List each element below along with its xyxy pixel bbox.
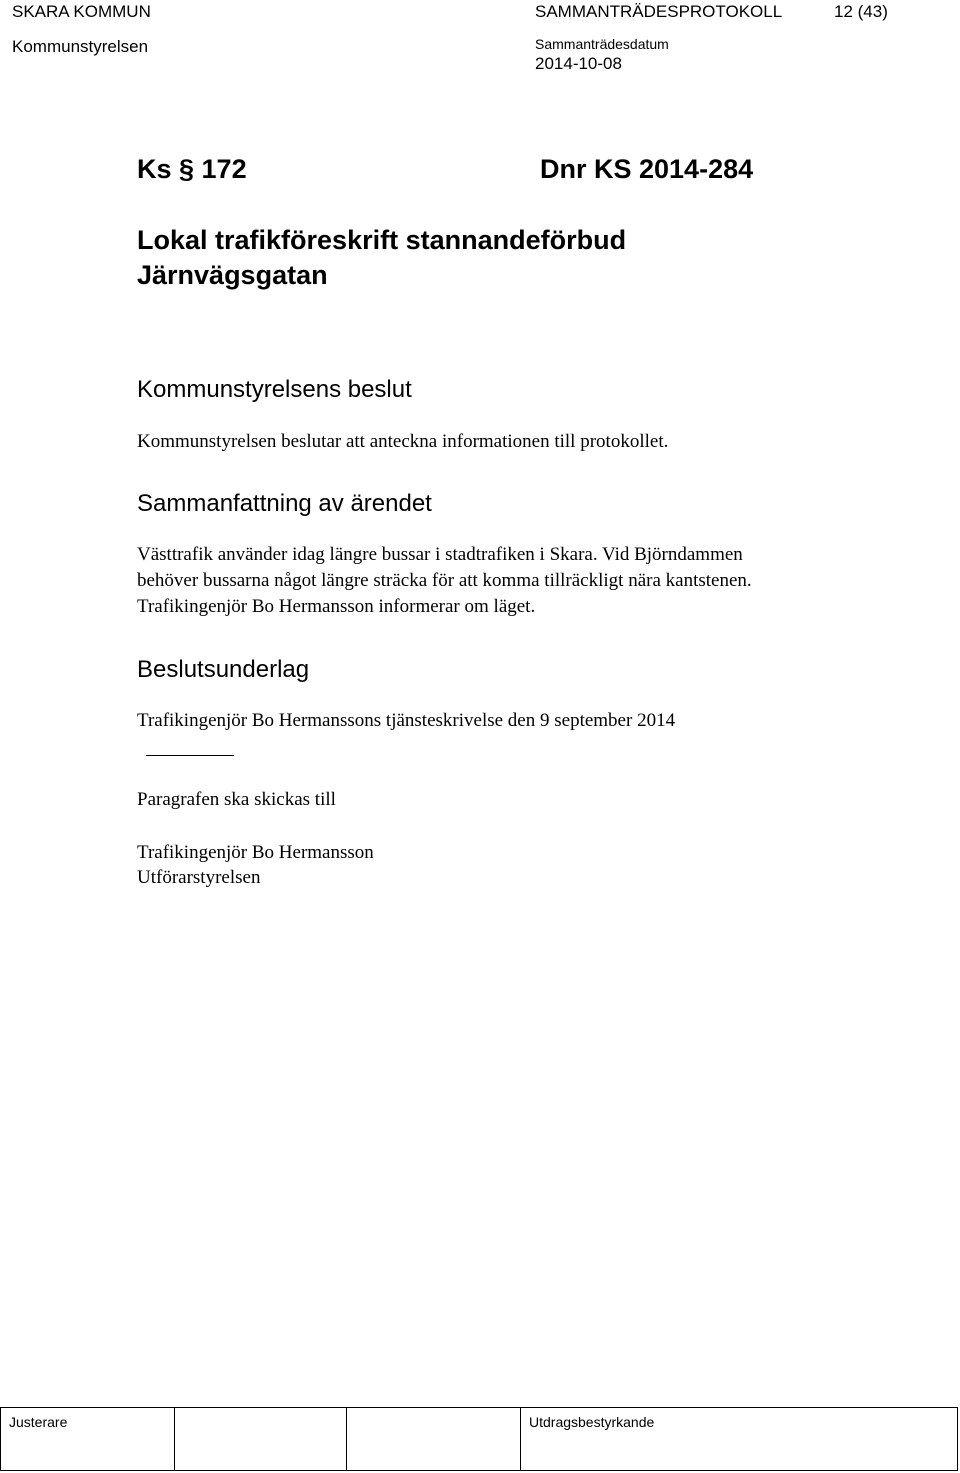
case-title-line2: Järnvägsgatan <box>137 260 328 290</box>
summary-line-2: behöver bussarna något längre sträcka för att komma tillräckligt nära kantstenen. <box>137 570 752 591</box>
footer-cell-signature-2 <box>347 1408 521 1470</box>
document-type: SAMMANTRÄDESPROTOKOLL <box>535 2 783 21</box>
footer-cell-extract <box>521 1408 959 1470</box>
basis-heading: Beslutsunderlag <box>137 656 310 683</box>
case-title-line1: Lokal trafikföreskrift stannandeförbud <box>137 225 627 255</box>
send-heading: Paragrafen ska skickas till <box>137 789 336 810</box>
paragraph-number: Ks § 172 <box>137 154 247 184</box>
org-name: SKARA KOMMUN <box>12 2 151 21</box>
basis-text: Trafikingenjör Bo Hermanssons tjänsteskrivelse den 9 september 2014 <box>137 710 676 731</box>
summary-line-1: Västtrafik använder idag längre bussar i stadtrafiken i Skara. Vid Björndammen <box>137 544 743 565</box>
separator-line <box>146 755 234 756</box>
committee-name: Kommunstyrelsen <box>12 37 149 56</box>
justerare-label: Justerare <box>9 1414 68 1430</box>
decision-text: Kommunstyrelsen beslutar att anteckna informationen till protokollet. <box>137 431 669 452</box>
footer-cell-justerare <box>1 1408 175 1470</box>
recipient-2: Utförarstyrelsen <box>137 867 261 888</box>
summary-line-3: Trafikingenjör Bo Hermansson informerar om läget. <box>137 596 536 617</box>
meeting-date-value: 2014-10-08 <box>535 54 622 73</box>
recipient-1: Trafikingenjör Bo Hermansson <box>137 842 374 863</box>
meeting-date-label: Sammanträdesdatum <box>535 36 669 52</box>
signature-footer <box>0 1407 958 1471</box>
footer-cell-signature-1 <box>175 1408 347 1470</box>
summary-heading: Sammanfattning av ärendet <box>137 490 432 517</box>
diary-number: Dnr KS 2014-284 <box>540 154 754 184</box>
extract-certification-label: Utdragsbestyrkande <box>529 1414 655 1430</box>
decision-heading: Kommunstyrelsens beslut <box>137 376 412 403</box>
page-number: 12 (43) <box>834 2 888 21</box>
